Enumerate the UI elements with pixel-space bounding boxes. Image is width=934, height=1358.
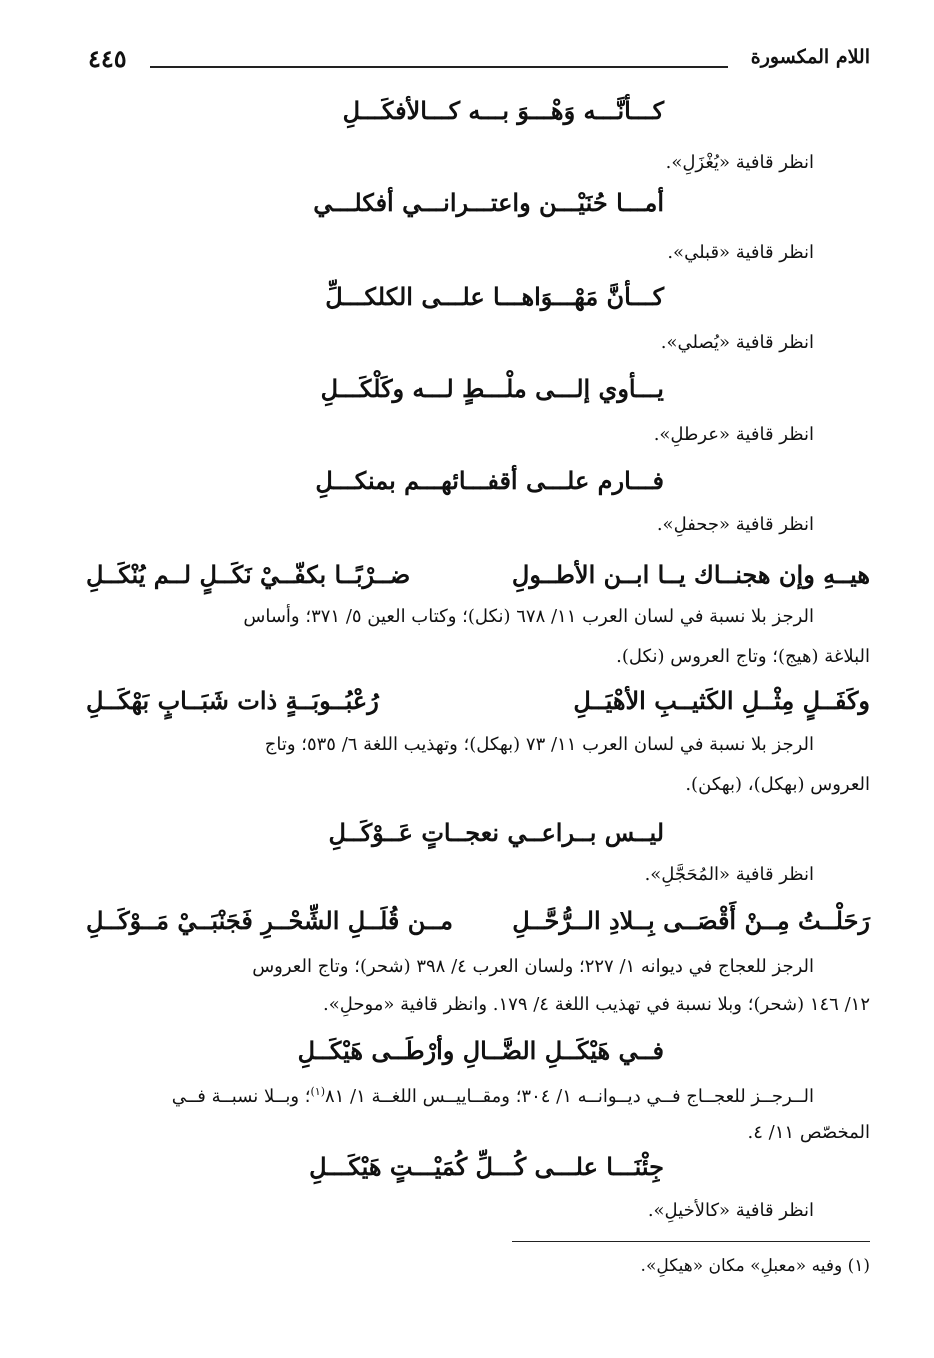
source-citation: الرجز بلا نسبة في لسان العرب ١١/ ٦٧٨ (نكل)؛ وكتاب العين ٥/ ٣٧١؛ وأساس [243,606,814,627]
verse-line: فـــارم علـــى أقفـــائهـــم بمنكـــلِ [315,466,664,495]
hemistich-left: ضــرْبًــا بكفّــيْ نَكَــلٍ لــم يُنْكَــلِ [86,560,411,589]
verse-line: يـــأوي إلـــى ملْـــطٍ لـــه وكَلْكَـــلِ [320,374,664,403]
source-citation: العروس (بهكل)، (بهكن). [685,774,870,795]
hemistich-right: هيــهِ وإن هجنــاك يــا ابــن الأطــولِ [511,560,870,589]
header-rule [150,66,728,68]
cross-reference-note: انظر قافية «المُحَجَّلِ». [644,864,814,885]
source-citation: المخصّص ١١/ ٤. [747,1122,870,1143]
verse-line: ليــس بــراعــي نعجــاتٍ عَــوْكَــلِ [328,818,664,847]
verse-line: أمـــا حُنَيْـــن واعتـــرانـــي أفكلـــي [313,188,664,217]
verse-line: جِئْنَـــا علـــى كُـــلِّ كُمَيْـــتٍ هَيْكَـــلِ [309,1152,664,1181]
citation-text: الــرجــز للعجــاج فــي ديــوانــه ١/ ٣٠٤؛ ومقــاييــس اللغــة ١/ ٨١ [324,1086,814,1107]
couplet [86,560,870,594]
running-header [88,44,870,84]
citation-text: ؛ وبــلا نسبــة فــي [171,1086,311,1107]
hemistich-right: رَحَلْــتُ مِــنْ أَقْصَــى بِــلادِ الــرُّحَّــلِ [512,906,870,935]
footnote: (١) وفيه «معبلِ» مكان «هيكلِ». [640,1256,870,1276]
chapter-title: اللام المكسورة [750,46,870,68]
verse-line: كـــأنَّ مَهْـــوَاهـــا علـــى الكلكـــلِّ [325,282,664,311]
hemistich-left: مــن قُلَــلِ الشِّحْــرِ فَجَنْبَــيْ مَــوْكَــلِ [86,906,453,935]
source-citation [172,1086,814,1106]
cross-reference-note: انظر قافية «جحفلِ». [656,514,814,535]
couplet [86,686,870,720]
verse-line: فــي هَيْكَــلِ الضَّــالِ وأرْطَــى هَيْكَــلِ [297,1036,664,1065]
source-citation: البلاغة (هيج)؛ وتاج العروس (نكل). [616,646,870,667]
footnote-rule [512,1241,870,1242]
verse-line: كـــأنَّـــه وَهْـــوَ بـــه كـــالأفكَـــلِ [342,96,664,125]
cross-reference-note: انظر قافية «يُصلي». [660,332,814,353]
hemistich-right: وكَفَــلٍ مِثْــلِ الكَثيــبِ الأهْيَــلِ [573,686,870,715]
cross-reference-note: انظر قافية «يُغْزَلِ». [665,152,814,173]
cross-reference-note: انظر قافية «عرطلِ». [653,424,814,445]
cross-reference-note: انظر قافية «قبلي». [667,242,814,263]
source-citation: ١٢/ ١٤٦ (شحر)؛ وبلا نسبة في تهذيب اللغة ٤/ ١٧٩. وانظر قافية «موحلِ». [322,994,870,1015]
cross-reference-note: انظر قافية «كالأخيلِ». [647,1200,814,1221]
hemistich-left: رُعْبُــوبَــةٍ ذات شَبَــابٍ بَهْكَــلِ [86,686,379,715]
footnote-reference[interactable]: (١) [310,1085,325,1098]
source-citation: الرجز للعجاج في ديوانه ١/ ٢٢٧؛ ولسان العرب ٤/ ٣٩٨ (شحر)؛ وتاج العروس [252,956,814,977]
source-citation: الرجز بلا نسبة في لسان العرب ١١/ ٧٣ (بهكل)؛ وتهذيب اللغة ٦/ ٥٣٥؛ وتاج [264,734,814,755]
couplet [86,906,870,940]
page-number: ٤٤٥ [88,44,127,73]
